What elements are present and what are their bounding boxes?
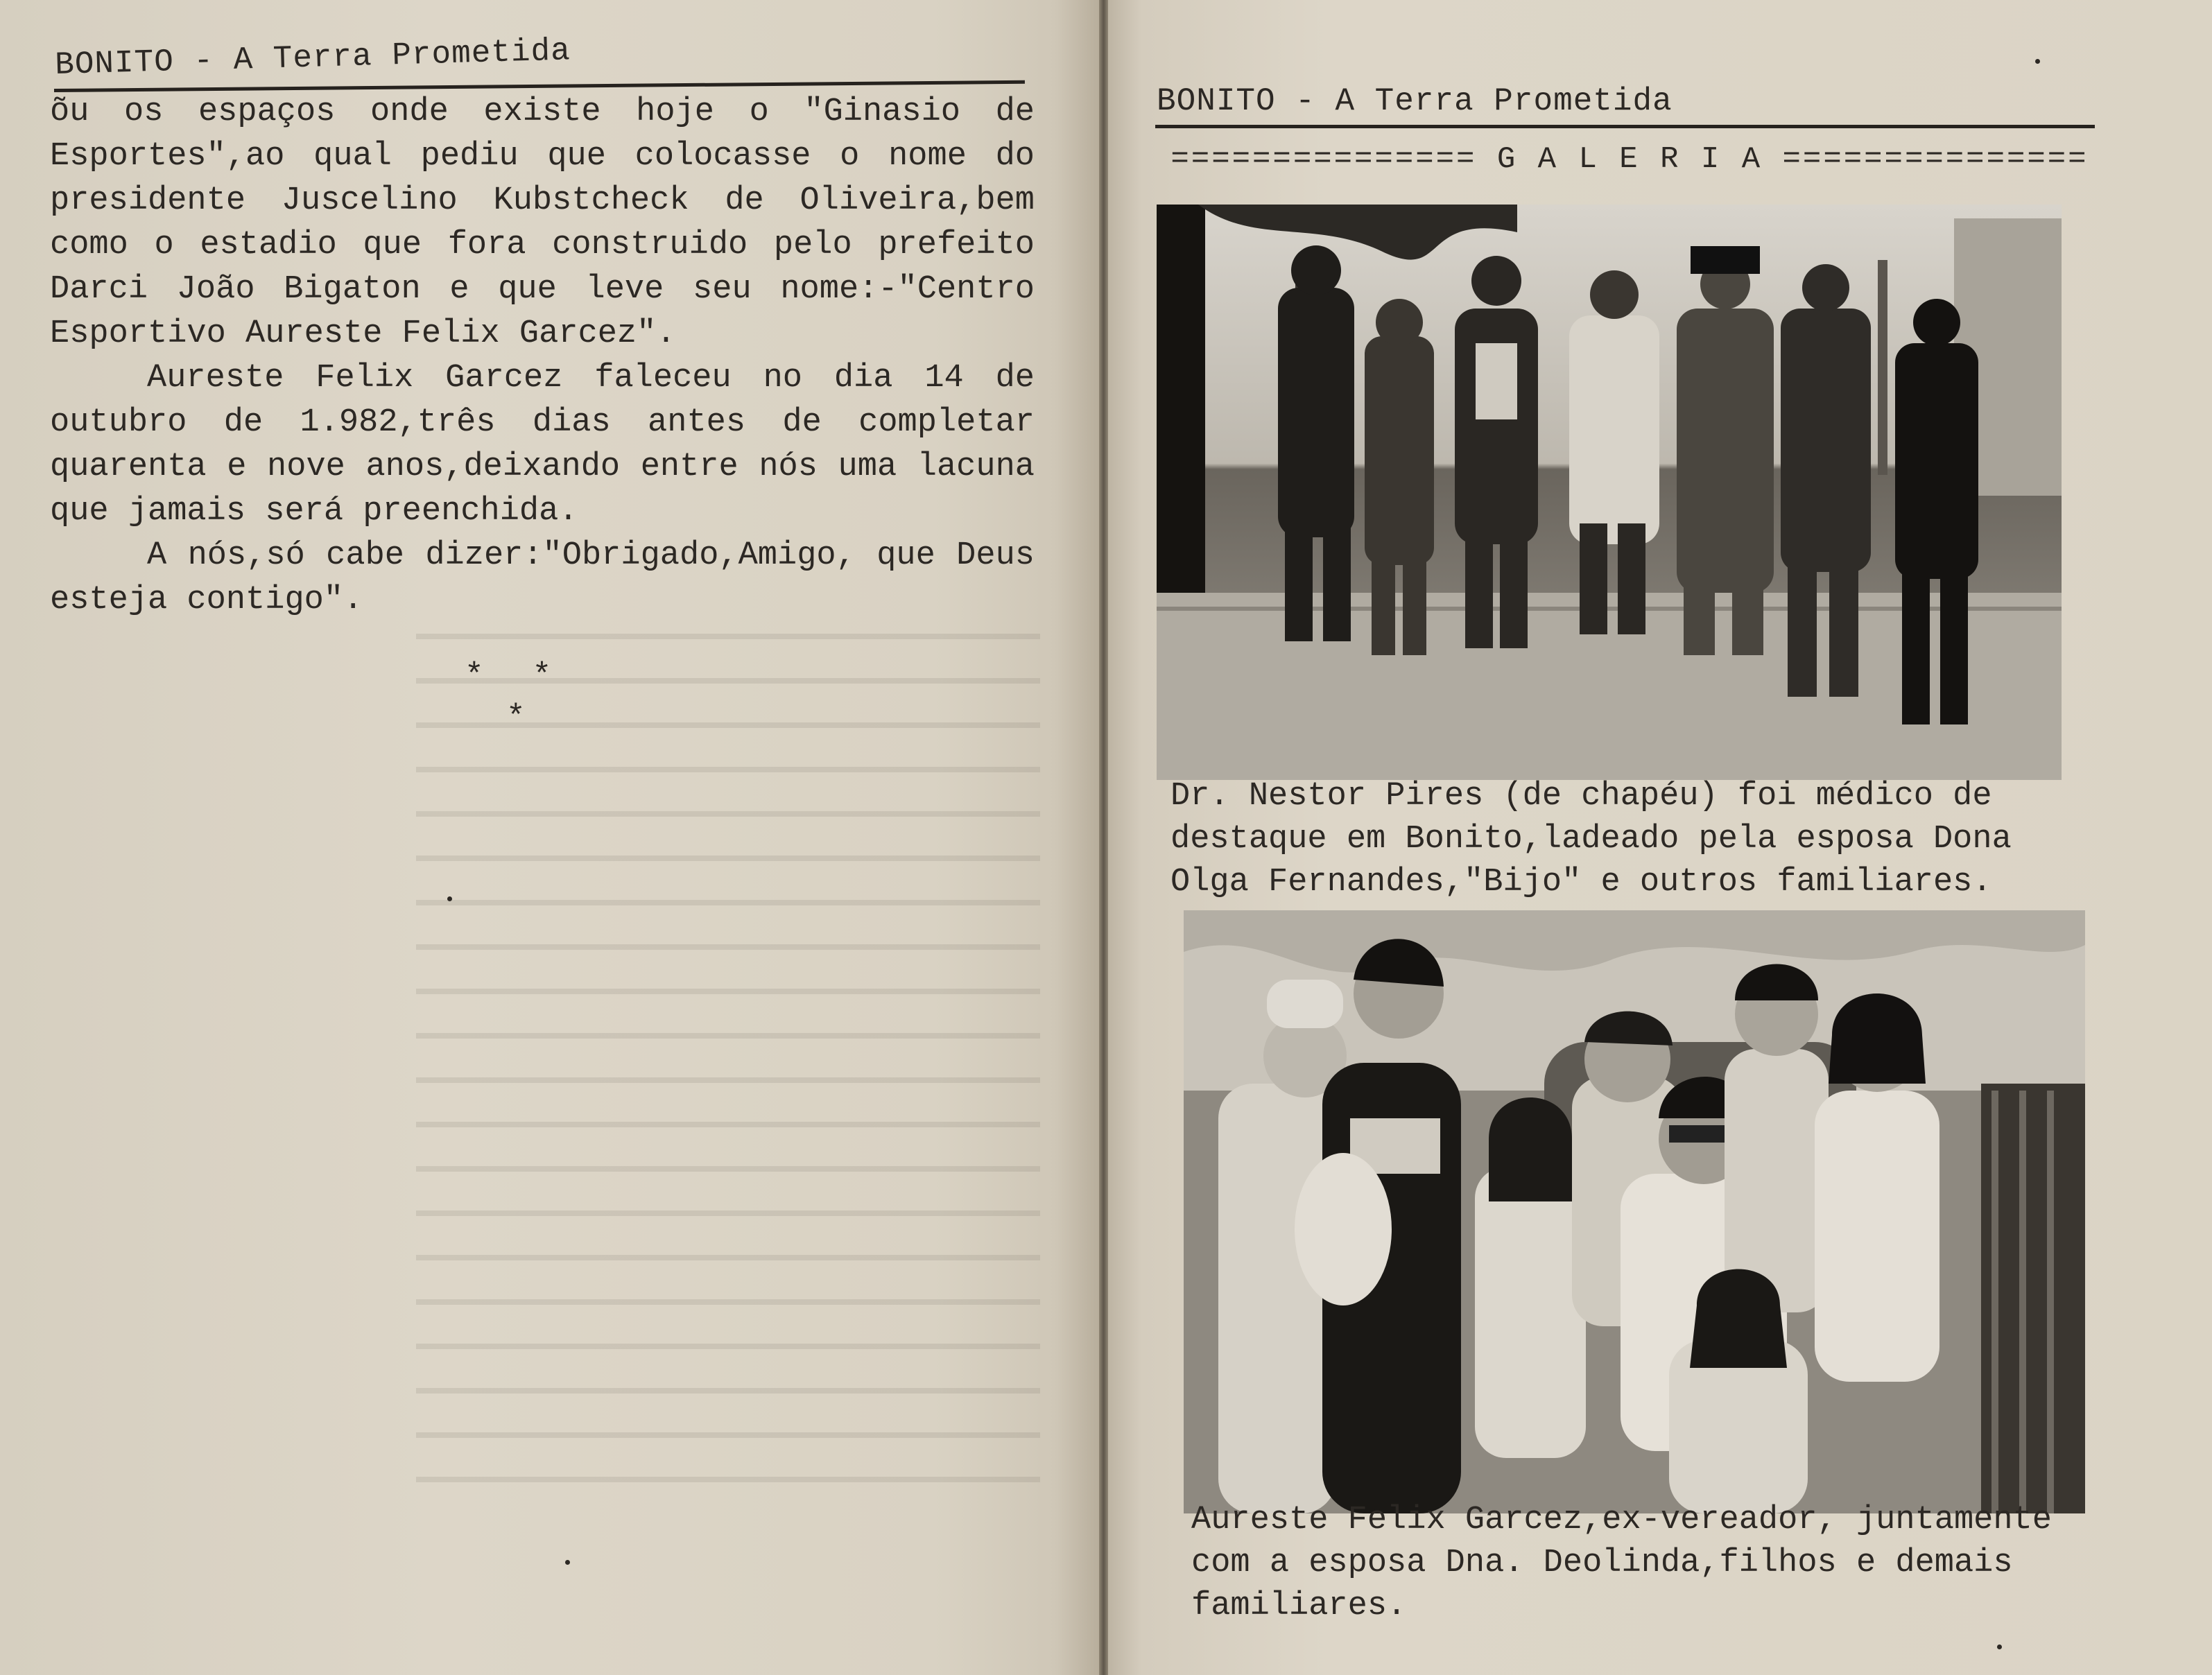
show-through-text — [416, 610, 1040, 1511]
asterisks-row-1: ** — [465, 658, 600, 694]
photo-1-caption — [1170, 775, 2100, 904]
paragraph-2: Aureste Felix Garcez faleceu no dia 14 de outubro de 1.982,três dias antes de completar quarenta e nove anos,deixando entre nós uma lacuna que jamais será preenchida. — [50, 360, 1035, 530]
photo-group-outdoor-image — [1157, 205, 2062, 780]
photo-family-portrait-image — [1184, 910, 2085, 1513]
galeria-heading: =============== G A L E R I A =============== — [1170, 142, 2089, 177]
left-page — [0, 0, 1099, 1675]
ink-speck — [1997, 1644, 2002, 1649]
photo-2-caption-text: Aureste Felix Garcez,ex-vereador, juntamente com a esposa Dna. Deolinda,filhos e demais familiares. — [1191, 1502, 2053, 1624]
ink-speck — [2035, 59, 2040, 64]
ink-speck — [447, 896, 452, 901]
paragraph-3: A nós,só cabe dizer:"Obrigado,Amigo, que Deus esteja contigo". — [50, 537, 1035, 618]
photo-1-caption-text: Dr. Nestor Pires (de chapéu) foi médico de destaque em Bonito,ladeado pela esposa Dona Olga Fernandes,"Bijo" e outros familiares. — [1170, 778, 2012, 901]
left-body-text — [50, 90, 1035, 623]
left-running-head: BONITO - A Terra Prometida — [54, 33, 571, 84]
asterisks-row-2: * — [506, 700, 526, 736]
photo-group-outdoor — [1157, 205, 2062, 780]
photo-2-caption — [1191, 1499, 2114, 1628]
right-running-head: BONITO - A Terra Prometida — [1157, 83, 1673, 119]
right-head-rule — [1155, 125, 2095, 128]
ink-speck — [565, 1560, 570, 1565]
paragraph-1: õu os espaços onde existe hoje o "Ginasio de Esportes",ao qual pediu que colocasse o nome do presidente Juscelino Kubstcheck de Oliveira,bem como o estadio que fora construido pelo prefeito Darci João Bigaton e que leve seu nome:-"Centro Esportivo Aureste Felix Garcez". — [50, 94, 1035, 352]
photo-family-portrait — [1184, 910, 2085, 1513]
book-gutter — [1099, 0, 1108, 1675]
